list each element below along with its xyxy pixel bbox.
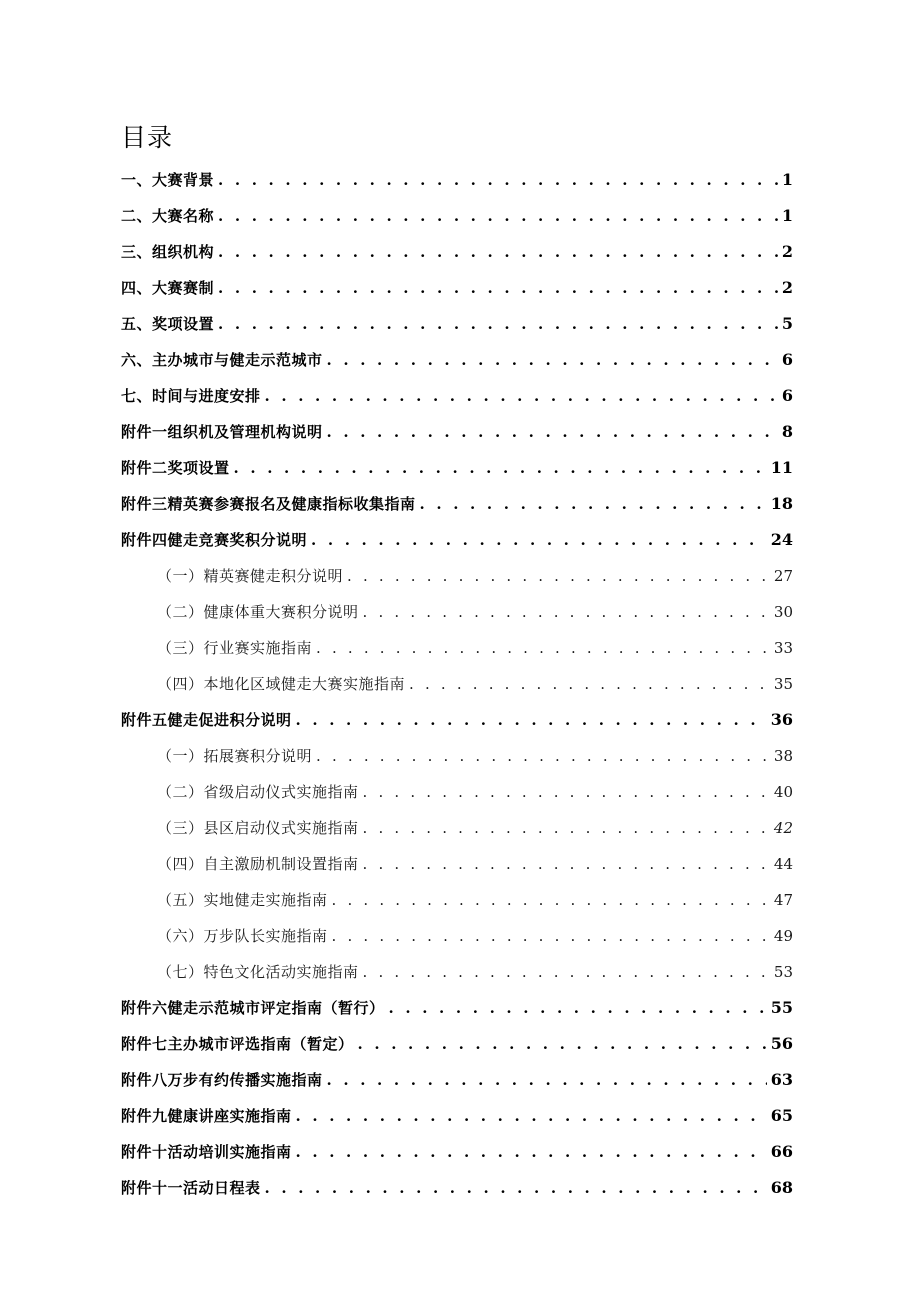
toc-subentry-page: 44 <box>773 855 793 873</box>
toc-entry-page: 63 <box>770 1070 793 1089</box>
dot-leader <box>332 918 770 954</box>
toc-entry-page: 1 <box>781 170 793 189</box>
toc-entry-page: 11 <box>770 458 793 477</box>
toc-subentry[interactable] <box>121 918 793 954</box>
dot-leader <box>327 414 778 450</box>
toc-subentry[interactable] <box>121 774 793 810</box>
toc-entry[interactable] <box>121 486 793 522</box>
toc-entry-page: 2 <box>781 242 793 261</box>
toc-entry-page: 2 <box>781 278 793 297</box>
toc-entry[interactable] <box>121 702 793 738</box>
dot-leader <box>296 702 767 738</box>
toc-entry-page: 24 <box>770 530 793 549</box>
dot-leader <box>409 666 770 702</box>
dot-leader <box>265 1170 767 1206</box>
toc-title: 目录 <box>121 123 174 152</box>
toc-entry[interactable] <box>121 306 793 342</box>
toc-entry-label: 附件九健康讲座实施指南 <box>121 1107 292 1125</box>
toc-entry[interactable] <box>121 162 793 198</box>
toc-subentry-label: （一）精英赛健走积分说明 <box>157 567 344 585</box>
toc-subentry-label: （三）县区启动仪式实施指南 <box>157 819 359 837</box>
toc-subentry-page: 49 <box>773 927 793 945</box>
dot-leader <box>347 558 770 594</box>
toc-subentry-page: 30 <box>773 603 793 621</box>
toc-entry[interactable] <box>121 1134 793 1170</box>
toc-subentry[interactable] <box>121 666 793 702</box>
dot-leader <box>311 522 767 558</box>
toc-entry[interactable] <box>121 378 793 414</box>
dot-leader <box>218 306 778 342</box>
toc-entry[interactable] <box>121 1170 793 1206</box>
toc-subentry-label: （二）健康体重大赛积分说明 <box>157 603 359 621</box>
toc-subentry[interactable] <box>121 630 793 666</box>
toc-entry-page: 65 <box>770 1106 793 1125</box>
toc-entry-page: 6 <box>781 350 793 369</box>
dot-leader <box>327 342 778 378</box>
toc-entry[interactable] <box>121 342 793 378</box>
toc-subentry[interactable] <box>121 810 793 846</box>
toc-entry-label: 附件六健走示范城市评定指南（暂行） <box>121 999 385 1017</box>
toc-entry-page: 55 <box>770 998 793 1017</box>
toc-entry-page: 6 <box>781 386 793 405</box>
toc-subentry-page: 33 <box>773 639 793 657</box>
dot-leader <box>389 990 767 1026</box>
toc-entry-label: 附件十活动培训实施指南 <box>121 1143 292 1161</box>
dot-leader <box>332 882 770 918</box>
dot-leader <box>296 1134 767 1170</box>
toc-subentry-label: （七）特色文化活动实施指南 <box>157 963 359 981</box>
toc-entry-page: 18 <box>770 494 793 513</box>
dot-leader <box>363 954 770 990</box>
toc-subentry[interactable] <box>121 846 793 882</box>
toc-subentry[interactable] <box>121 882 793 918</box>
toc-entry[interactable] <box>121 990 793 1026</box>
dot-leader <box>363 774 770 810</box>
dot-leader <box>218 270 778 306</box>
toc-entry[interactable] <box>121 522 793 558</box>
toc-entry[interactable] <box>121 1098 793 1134</box>
toc-subentry-label: （一）拓展赛积分说明 <box>157 747 313 765</box>
dot-leader <box>316 738 770 774</box>
toc-subentry-label: （三）行业赛实施指南 <box>157 639 313 657</box>
dot-leader <box>358 1026 767 1062</box>
toc-subentry-page: 35 <box>773 675 793 693</box>
toc-entry[interactable] <box>121 198 793 234</box>
dot-leader <box>218 198 778 234</box>
toc-entry-label: 附件一组织机及管理机构说明 <box>121 423 323 441</box>
toc-entry[interactable] <box>121 450 793 486</box>
toc-entry-label: 附件七主办城市评选指南（暂定） <box>121 1035 354 1053</box>
toc-subentry[interactable] <box>121 558 793 594</box>
toc-entry[interactable] <box>121 270 793 306</box>
toc-entry-page: 68 <box>770 1178 793 1197</box>
toc-entry-page: 56 <box>770 1034 793 1053</box>
toc-subentry-label: （五）实地健走实施指南 <box>157 891 328 909</box>
toc-subentry-page: 38 <box>773 747 793 765</box>
toc-entry-label: 附件十一活动日程表 <box>121 1179 261 1197</box>
toc-entry-page: 1 <box>781 206 793 225</box>
dot-leader <box>316 630 770 666</box>
toc-entry-page: 8 <box>781 422 793 441</box>
toc-subentry-label: （二）省级启动仪式实施指南 <box>157 783 359 801</box>
dot-leader <box>363 846 770 882</box>
toc-subentry-label: （四）本地化区域健走大赛实施指南 <box>157 675 406 693</box>
toc-subentry-page: 42 <box>773 819 793 837</box>
toc-subentry[interactable] <box>121 594 793 630</box>
toc-entry-page: 5 <box>781 314 793 333</box>
toc-entry-page: 36 <box>770 710 793 729</box>
toc-entry-label: 七、时间与进度安排 <box>121 387 261 405</box>
toc-entry-label: 附件三精英赛参赛报名及健康指标收集指南 <box>121 495 416 513</box>
toc-entry-label: 二、大赛名称 <box>121 207 215 225</box>
toc-entry[interactable] <box>121 1062 793 1098</box>
toc-subentry-page: 53 <box>773 963 793 981</box>
toc-entry-label: 附件四健走竞赛奖积分说明 <box>121 531 308 549</box>
toc-subentry[interactable] <box>121 738 793 774</box>
toc-subentry-page: 47 <box>773 891 793 909</box>
toc-entry-label: 一、大赛背景 <box>121 171 215 189</box>
dot-leader <box>296 1098 767 1134</box>
toc-entry[interactable] <box>121 234 793 270</box>
toc-entry-label: 附件五健走促进积分说明 <box>121 711 292 729</box>
dot-leader <box>363 810 770 846</box>
toc-entry-label: 附件二奖项设置 <box>121 459 230 477</box>
dot-leader <box>363 594 770 630</box>
dot-leader <box>420 486 767 522</box>
toc-entry-label: 四、大赛赛制 <box>121 279 215 297</box>
toc-subentry-label: （四）自主激励机制设置指南 <box>157 855 359 873</box>
dot-leader <box>265 378 778 414</box>
dot-leader <box>234 450 767 486</box>
toc-entry-label: 三、组织机构 <box>121 243 215 261</box>
dot-leader <box>218 234 778 270</box>
toc-subentry-page: 40 <box>773 783 793 801</box>
toc-entry[interactable] <box>121 1026 793 1062</box>
toc-subentry[interactable] <box>121 954 793 990</box>
toc-entry-label: 五、奖项设置 <box>121 315 215 333</box>
toc-entry-page: 66 <box>770 1142 793 1161</box>
table-of-contents <box>121 162 793 1206</box>
toc-subentry-label: （六）万步队长实施指南 <box>157 927 328 945</box>
dot-leader <box>218 162 778 198</box>
toc-subentry-page: 27 <box>773 567 793 585</box>
toc-entry-label: 附件八万步有约传播实施指南 <box>121 1071 323 1089</box>
dot-leader <box>327 1062 767 1098</box>
toc-entry[interactable] <box>121 414 793 450</box>
toc-entry-label: 六、主办城市与健走示范城市 <box>121 351 323 369</box>
